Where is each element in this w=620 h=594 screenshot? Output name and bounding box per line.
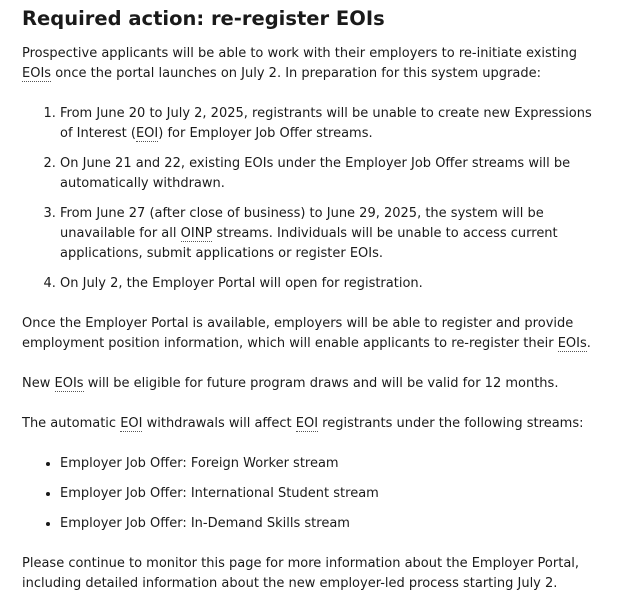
new-eois-text-end: will be eligible for future program draws and will be valid for 12 months.: [83, 376, 559, 391]
step-text-end: streams. Individuals will be unable to access current applications, submit applications or register EOIs.: [60, 226, 558, 261]
streams-list: [22, 454, 608, 534]
new-eois-text-start: New: [22, 376, 55, 391]
step-item: [60, 154, 608, 194]
eois-abbreviation[interactable]: EOIs: [557, 336, 587, 351]
step-item: [60, 104, 608, 144]
closing-paragraph: Please continue to monitor this page for more information about the Employer Portal, including detailed information about the new employer-led process starting July 2.: [22, 556, 580, 591]
withdrawals-paragraph: [22, 414, 608, 434]
stream-item: • Employer Job Offer: Foreign Worker stream: [60, 454, 608, 474]
section-heading: Required action: re-register EOIs: [22, 7, 385, 30]
stream-item: • Employer Job Offer: In-Demand Skills stream: [60, 514, 608, 534]
intro-text-start: Prospective applicants will be able to work with their employers to re-initiate existing: [22, 46, 577, 61]
step-item: [60, 204, 608, 264]
withdrawals-text-middle: withdrawals will affect: [142, 416, 296, 431]
eoi-abbreviation[interactable]: EOI: [135, 126, 159, 141]
withdrawals-text-end: registrants under the following streams:: [318, 416, 584, 431]
step-item: [60, 274, 608, 294]
portal-text-start: Once the Employer Portal is available, employers will be able to register and provide employment position information, which will enable applicants to re-register their: [22, 316, 574, 351]
step-text: On June 21 and 22, existing EOIs under the Employer Job Offer streams will be automatically withdrawn.: [60, 156, 571, 191]
intro-text-end: once the portal launches on July 2. In preparation for this system upgrade:: [51, 66, 541, 81]
eois-abbreviation[interactable]: EOIs: [54, 376, 84, 391]
eoi-abbreviation[interactable]: EOI: [295, 416, 319, 431]
step-text: On July 2, the Employer Portal will open for registration.: [60, 276, 423, 291]
step-text-start: From June 20 to July 2, 2025, registrants will be unable to create new Expressions of Interest (: [60, 106, 592, 141]
portal-text-end: .: [586, 336, 591, 351]
intro-paragraph: [22, 44, 608, 84]
new-eois-paragraph: [22, 374, 608, 394]
eois-abbreviation[interactable]: EOIs: [22, 66, 52, 81]
step-text-start: From June 27 (after close of business) to June 29, 2025, the system will be unavailable for all: [60, 206, 544, 241]
withdrawals-text-start: The automatic: [22, 416, 121, 431]
oinp-abbreviation[interactable]: OINP: [180, 226, 213, 241]
step-text-end: ) for Employer Job Offer streams.: [158, 126, 373, 141]
stream-item: • Employer Job Offer: International Student stream: [60, 484, 608, 504]
steps-list: [22, 104, 608, 294]
eoi-abbreviation[interactable]: EOI: [120, 416, 143, 431]
portal-paragraph: [22, 314, 608, 354]
